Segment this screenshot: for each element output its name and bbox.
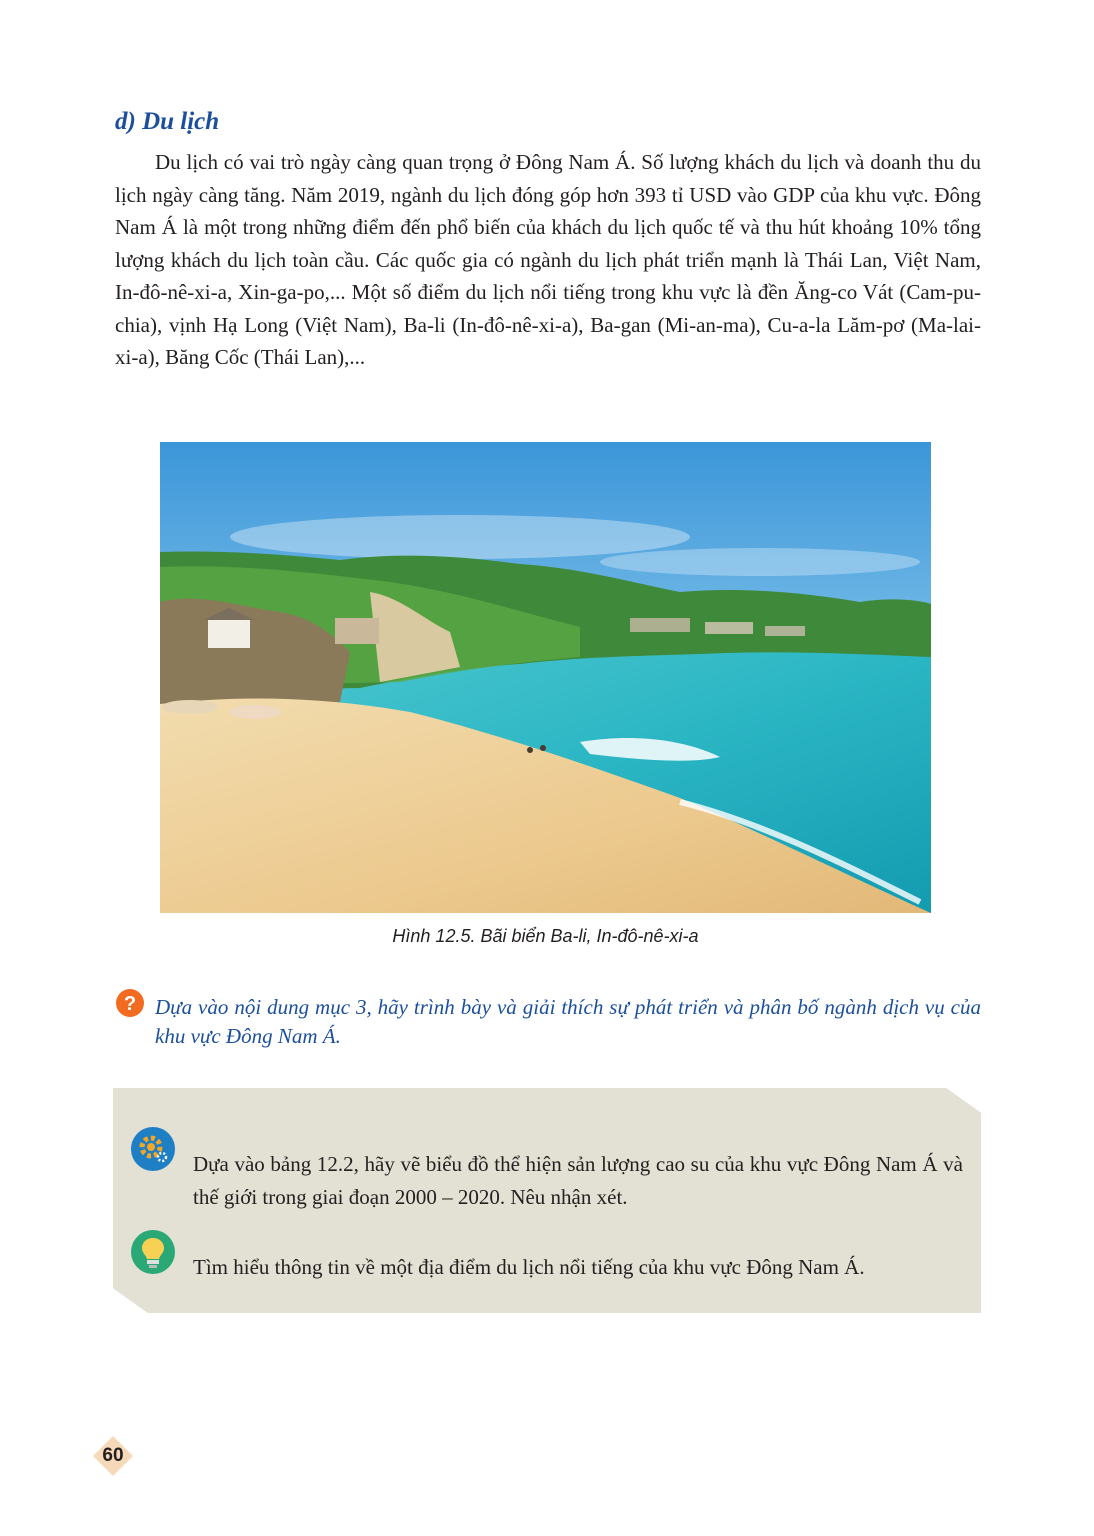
page-number: 60 (102, 1445, 124, 1466)
apply-task: Tìm hiểu thông tin về một địa điểm du lịch nổi tiếng của khu vực Đông Nam Á. (193, 1255, 865, 1279)
figure-caption: Hình 12.5. Bãi biển Ba-li, In-đô-nê-xi-a (392, 926, 699, 946)
tourism-paragraph: Du lịch có vai trò ngày càng quan trọng ở Đông Nam Á. Số lượng khách du lịch và doanh thu du lịch ngày càng tăng. Năm 2019, ngành du lịch đóng góp hơn 393 tỉ USD vào GDP của khu vực. Đông Nam Á là một trong những điểm đến phổ biến của khách du lịch quốc tế và thu hút khoảng 10% tổng lượng khách du lịch toàn cầu. Các quốc gia có ngành du lịch phát triển mạnh là Thái Lan, Việt Nam, In-đô-nê-xi-a, Xin-ga-po,... Một số điểm du lịch nổi tiếng trong khu vực là đền Ăng-co Vát (Cam-pu-chia), vịnh Hạ Long (Việt Nam), Ba-li (In-đô-nê-xi-a), Ba-gan (Mi-an-ma), Cu-a-la Lăm-pơ (Ma-lai-xi-a), Băng Cốc (Thái Lan),... (115, 150, 981, 369)
gear-icon (130, 1126, 176, 1172)
question-icon (115, 988, 145, 1018)
lightbulb-icon (130, 1229, 176, 1275)
practice-task: Dựa vào bảng 12.2, hãy vẽ biểu đồ thể hiện sản lượng cao su của khu vực Đông Nam Á và thế giới trong giai đoạn 2000 – 2020. Nêu nhận xét. (193, 1152, 963, 1209)
section-heading: d) Du lịch (115, 108, 220, 135)
review-question: Dựa vào nội dung mục 3, hãy trình bày và giải thích sự phát triển và phân bố ngành dịch vụ của khu vực Đông Nam Á. (155, 995, 981, 1048)
svg-text:?: ? (123, 993, 137, 1015)
bali-beach-photo (160, 442, 931, 913)
